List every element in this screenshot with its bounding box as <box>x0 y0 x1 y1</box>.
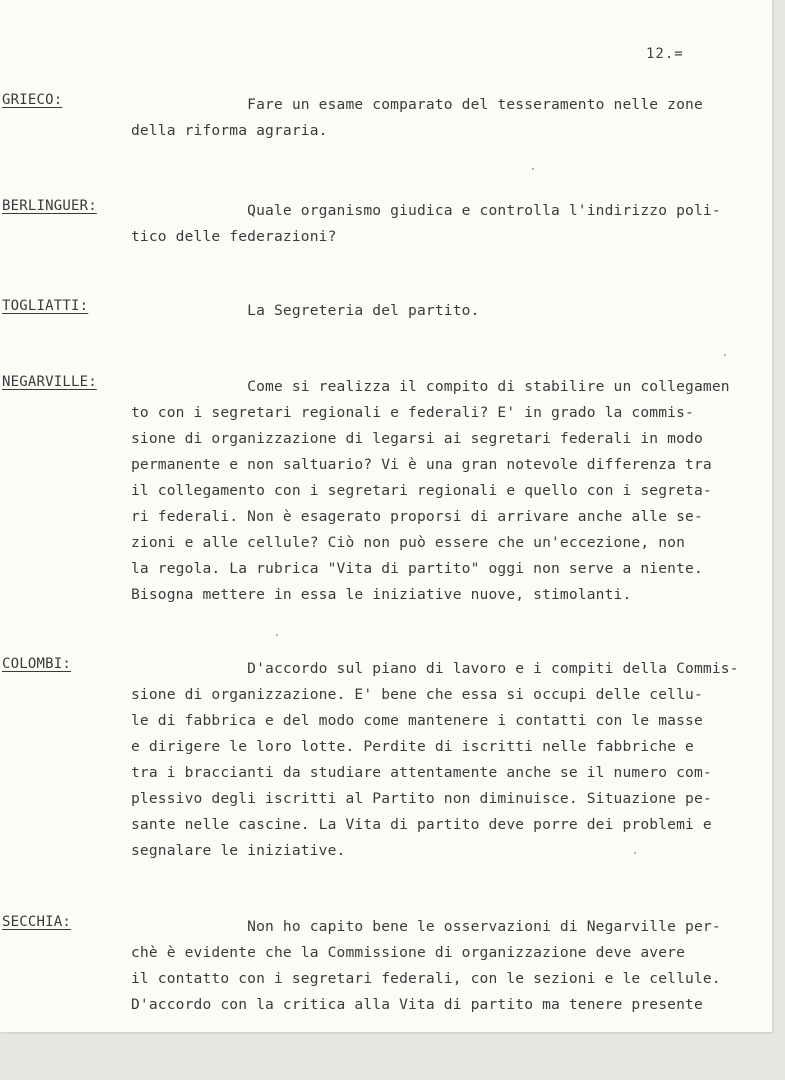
text-line: La Segreteria del partito. <box>131 302 480 319</box>
text-line: sione di organizzazione. E' bene che essa si occupi delle cellu- <box>131 686 703 703</box>
text-line: to con i segretari regionali e federali? E' in grado la commis- <box>131 404 694 421</box>
speaker-label: GRIECO: <box>2 92 63 108</box>
text-line: zioni e alle cellule? Ciò non può essere che un'eccezione, non <box>131 534 686 551</box>
paper-speck <box>276 634 278 636</box>
text-line: Come si realizza il compito di stabilire un collegamen <box>131 378 730 395</box>
text-line: il collegamento con i segretari regionali e quello con i segreta- <box>131 482 712 499</box>
text-line: Fare un esame comparato del tesseramento nelle zone <box>131 96 703 113</box>
text-line: tra i braccianti da studiare attentamente anche se il numero com- <box>131 764 712 781</box>
paper-speck <box>532 168 534 170</box>
text-line: Non ho capito bene le osservazioni di Negarville per- <box>131 918 721 935</box>
speech-text <box>131 374 761 608</box>
text-line: plessivo degli iscritti al Partito non diminuisce. Situazione pe- <box>131 790 712 807</box>
text-line: e dirigere le loro lotte. Perdite di iscritti nelle fabbriche e <box>131 738 694 755</box>
text-line: della riforma agraria. <box>131 122 328 139</box>
speaker-label: COLOMBI: <box>2 656 72 672</box>
text-line: segnalare le iniziative. <box>131 842 346 859</box>
speaker-label: NEGARVILLE: <box>2 374 97 390</box>
paper-speck <box>724 354 726 356</box>
text-line: D'accordo sul piano di lavoro e i compiti della Commis- <box>131 660 739 677</box>
speaker-label: SECCHIA: <box>2 914 72 930</box>
text-line: il contatto con i segretari federali, con le sezioni e le cellule. <box>131 970 721 987</box>
speech-text <box>131 914 761 1018</box>
text-line: Bisogna mettere in essa le iniziative nuove, stimolanti. <box>131 586 632 603</box>
speaker-label: BERLINGUER: <box>2 198 97 214</box>
text-line: Quale organismo giudica e controlla l'indirizzo poli- <box>131 202 721 219</box>
text-line: sione di organizzazione di legarsi ai segretari federali in modo <box>131 430 703 447</box>
speech-text <box>131 198 761 250</box>
paper-speck <box>634 852 636 854</box>
speech-text <box>131 298 761 324</box>
speech-text <box>131 92 761 144</box>
speaker-label: TOGLIATTI: <box>2 298 89 314</box>
text-line: D'accordo con la critica alla Vita di partito ma tenere presente <box>131 996 703 1013</box>
text-line: permanente e non saltuario? Vi è una gran notevole differenza tra <box>131 456 712 473</box>
text-line: le di fabbrica e del modo come mantenere i contatti con le masse <box>131 712 703 729</box>
text-line: la regola. La rubrica "Vita di partito" oggi non serve a niente. <box>131 560 703 577</box>
text-line: ri federali. Non è esagerato proporsi di arrivare anche alle se- <box>131 508 703 525</box>
text-line: chè è evidente che la Commissione di organizzazione deve avere <box>131 944 686 961</box>
text-line: tico delle federazioni? <box>131 228 337 245</box>
speech-text <box>131 656 761 864</box>
text-line: sante nelle cascine. La Vita di partito deve porre dei problemi e <box>131 816 712 833</box>
page-number: 12.= <box>646 46 684 62</box>
